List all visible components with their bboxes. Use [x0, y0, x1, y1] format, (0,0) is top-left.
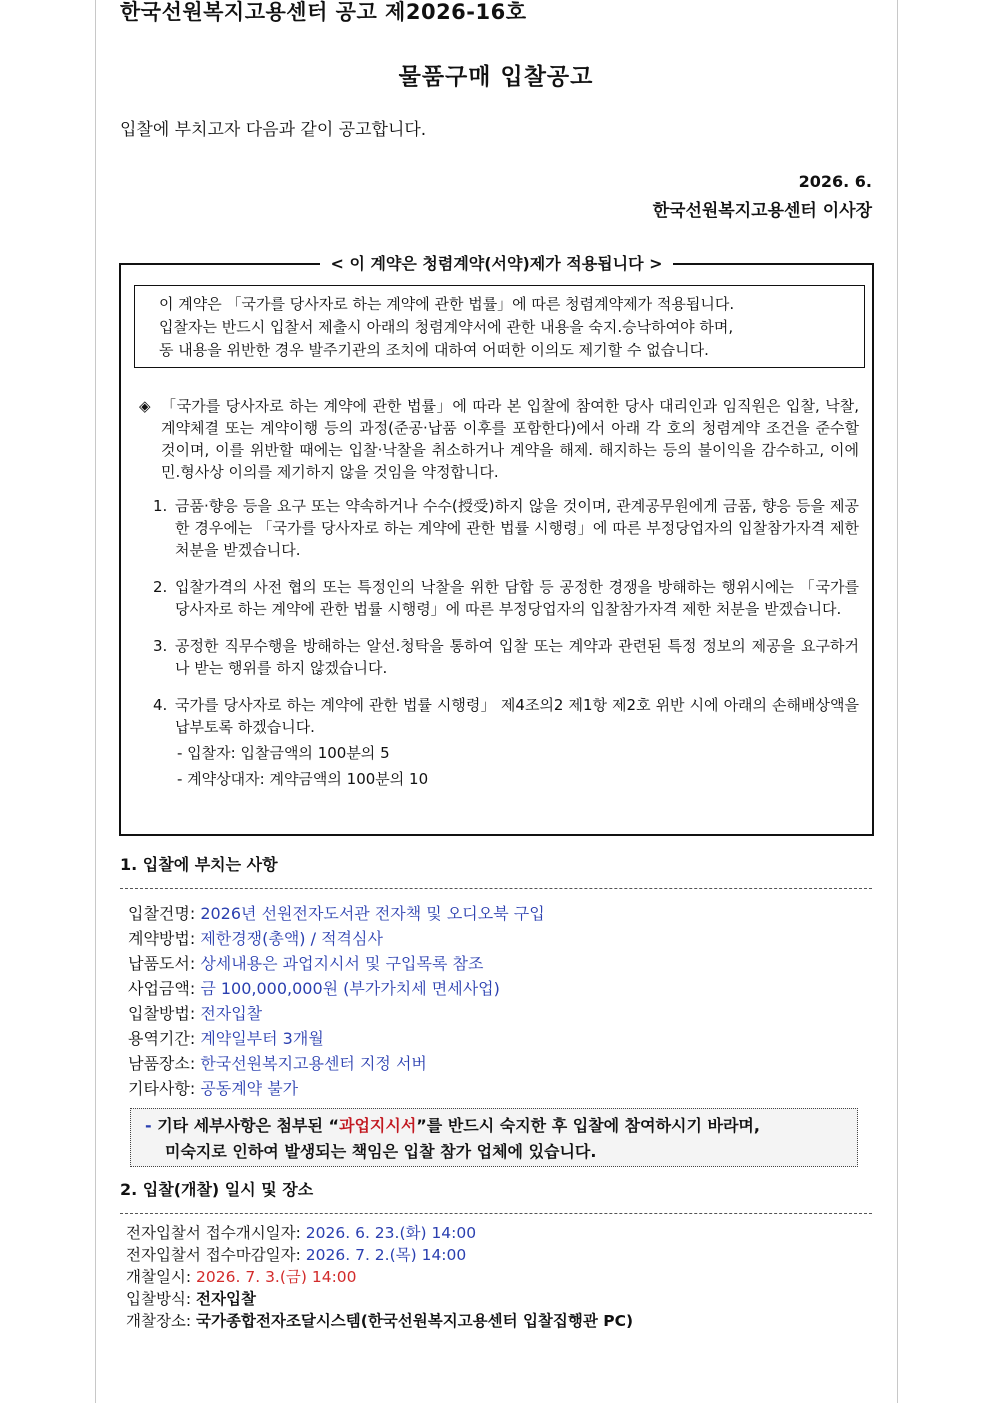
schedule-row: 개찰장소: 국가종합전자조달시스템(한국선원복지고용센터 입찰집행관 PC) — [126, 1312, 634, 1330]
field-row: 기타사항: 공동계약 불가 — [128, 1079, 299, 1098]
field-row: 용역기간: 계약일부터 3개월 — [128, 1029, 324, 1048]
schedule-row: 개찰일시: 2026. 7. 3.(금) 14:00 — [126, 1268, 357, 1286]
pledge-item: 1. 금품·향응 등을 요구 또는 약속하거나 수수(授受)하지 않을 것이며, 관계공무원에게 금품, 향응 등을 제공한 경우에는 「국가를 당사자로 하는 계약에 관한 법률 시행령」에 따른 부정당업자의 입찰참가자격 제한 처분을 받겠습니다. — [153, 497, 859, 559]
pledge-main — [139, 395, 859, 483]
integrity-notice-line: 이 계약은 「국가를 당사자로 하는 계약에 관한 법률」에 따른 청렴계약제가 적용됩니다. — [159, 295, 735, 313]
field-row: 남품장소: 한국선원복지고용센터 지정 서버 — [128, 1054, 427, 1073]
divider — [120, 888, 872, 889]
schedule-row: 전자입찰서 접수개시일자: 2026. 6. 23.(화) 14:00 — [126, 1224, 477, 1242]
bid-fields — [128, 901, 545, 1101]
page-title: 물품구매 입찰공고 — [398, 64, 594, 90]
issuer-name: 한국선원복지고용센터 이사장 — [652, 201, 872, 221]
integrity-notice-line: 동 내용을 위반한 경우 발주기관의 조치에 대하여 어떠한 이의도 제기할 수 없습니다. — [159, 341, 709, 359]
field-row: 납품도서: 상세내용은 과업지시서 및 구입목록 참조 — [128, 954, 484, 973]
pledge-item: 2. 입찰가격의 사전 협의 또는 특정인의 낙찰을 위한 담합 등 공정한 경쟁을 방해하는 행위시에는 「국가를 당사자로 하는 계약에 관한 법률 시행령」에 따른 부정당업자의 입찰참가자격 제한 처분을 받겠습니다. — [153, 578, 859, 618]
penalty-contractor: - 계약상대자: 계약금액의 100분의 10 — [177, 770, 429, 788]
pledge-text: 「국가를 당사자로 하는 계약에 관한 법률」에 따라 본 입찰에 참여한 당사 대리인과 임직원은 입찰, 낙찰, 계약체결 또는 계약이행 등의 과정(준공·납품 이후를 포함한다)에서 아래 각 호의 청렴계약 조건을 준수할 것이며, 이를 위반할 때에는 입찰·낙찰을 취소하거나 계약을 해제. 해지하는 등의 불이익을 감수하고, 이에 민.형사상 이의를 제기하지 않을 것임을 약정합니다. — [161, 397, 859, 481]
field-row: 입찰건명: 2026년 선원전자도서관 전자책 및 오디오북 구입 — [128, 904, 545, 923]
integrity-notice-line: 입찰자는 반드시 입찰서 제출시 아래의 청렴계약서에 관한 내용을 숙지.승낙하여야 하며, — [159, 318, 734, 336]
note-line-2: 미숙지로 인하여 발생되는 책임은 입찰 참가 업체에 있습니다. — [165, 1142, 597, 1161]
notice-number: 한국선원복지고용센터 공고 제2026-16호 — [120, 0, 527, 24]
page-border-right — [897, 0, 898, 1403]
page-border-left — [95, 0, 96, 1403]
penalty-bidder: - 입찰자: 입찰금액의 100분의 5 — [177, 744, 390, 762]
integrity-title: < 이 계약은 청렴계약(서약)제가 적용됩니다 > — [121, 251, 872, 274]
field-row: 계약방법: 제한경쟁(총액) / 적격심사 — [128, 929, 383, 948]
intro-text: 입찰에 부치고자 다음과 같이 공고합니다. — [120, 120, 427, 140]
field-row: 사업금액: 금 100,000,000원 (부가가치세 면세사업) — [128, 979, 500, 998]
field-row: 입찰방법: 전자입찰 — [128, 1004, 263, 1023]
schedule-row: 입찰방식: 전자입찰 — [126, 1290, 256, 1308]
notice-note-box — [130, 1108, 858, 1167]
pledge-section — [139, 395, 859, 805]
diamond-bullet-icon: ◈ — [139, 397, 151, 415]
note-line-1: - 기타 세부사항은 첨부된 “과업지시서”를 반드시 숙지한 후 입찰에 참여하시기 바라며, — [145, 1116, 760, 1135]
pledge-item: 4. 국가를 당사자로 하는 계약에 관한 법률 시행령」 제4조의2 제1항 제2호 위반 시에 아래의 손해배상액을 납부토록 하겠습니다. - 입찰자: 입찰금액의 100분의 5 - 계약상대자: 계약금액의 100분의 10 — [153, 696, 859, 788]
section2-heading: 2. 입찰(개찰) 일시 및 장소 — [120, 1180, 314, 1199]
notice-date: 2026. 6. — [798, 172, 872, 191]
task-spec-highlight: 과업지시서 — [339, 1116, 417, 1135]
schedule-list — [126, 1222, 633, 1332]
pledge-items — [153, 495, 859, 790]
integrity-notice-box — [134, 285, 865, 368]
pledge-item: 3. 공정한 직무수행을 방해하는 알선.청탁을 통하여 입찰 또는 계약과 관련된 특정 정보의 제공을 요구하거나 받는 행위를 하지 않겠습니다. — [153, 637, 859, 677]
section1-heading: 1. 입찰에 부치는 사항 — [120, 855, 278, 874]
schedule-row: 전자입찰서 접수마감일자: 2026. 7. 2.(목) 14:00 — [126, 1246, 467, 1264]
integrity-contract-box — [119, 254, 874, 836]
divider — [120, 1213, 872, 1214]
